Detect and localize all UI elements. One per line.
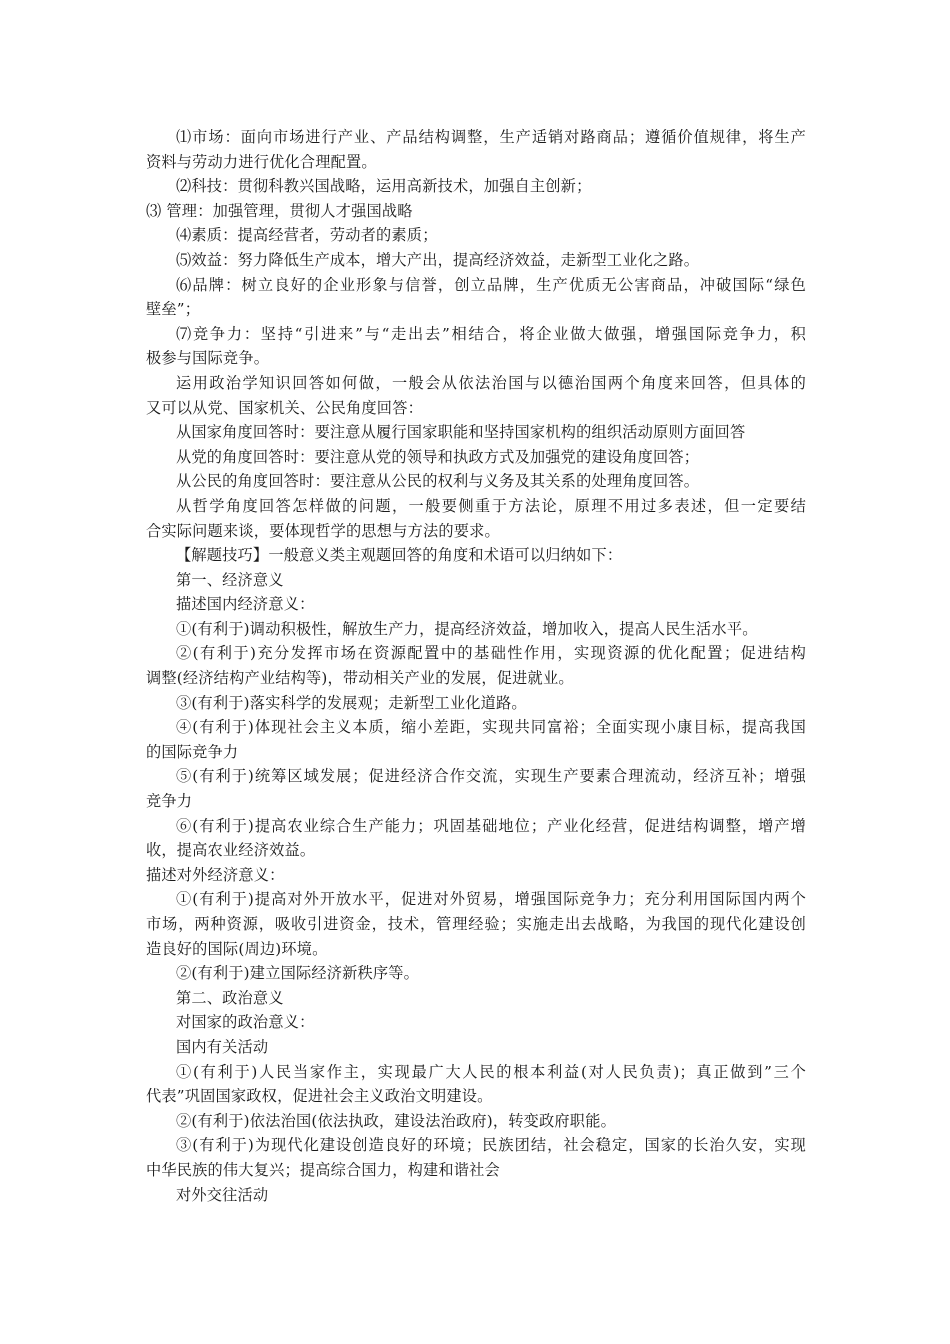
text-line: 中华民族的伟大复兴；提高综合国力，构建和谐社会: [146, 1160, 500, 1179]
text-line: 合实际问题来谈，要体现哲学的思想与方法的要求。: [146, 521, 500, 540]
text-line: ③(有利于)为现代化建设创造良好的环境；民族团结，社会稳定，国家的长治久安，实现: [176, 1136, 806, 1155]
text-line: 国内有关活动: [176, 1037, 269, 1056]
text-line: ⑤(有利于)统筹区域发展；促进经济合作交流，实现生产要素合理流动，经济互补；增强: [176, 767, 806, 786]
text-line: 运用政治学知识回答如何做，一般会从依法治国与以德治国两个角度来回答，但具体的: [176, 373, 806, 392]
text-line: ⑴市场：面向市场进行产业、产品结构调整，生产适销对路商品；遵循价值规律，将生产: [176, 128, 806, 146]
text-line: 第一、经济意义: [176, 570, 284, 589]
text-line: ④(有利于)体现社会主义本质，缩小差距，实现共同富裕；全面实现小康目标，提高我国: [176, 718, 806, 737]
text-line: ⑹品牌：树立良好的企业形象与信誉，创立品牌，生产优质无公害商品，冲破国际“绿色: [176, 275, 806, 294]
text-line: 的国际竞争力: [146, 742, 239, 761]
text-line: 对国家的政治意义：: [176, 1013, 315, 1032]
text-line: 描述国内经济意义：: [176, 595, 315, 614]
text-line: 对外交往活动: [176, 1185, 269, 1204]
text-line: 第二、政治意义: [176, 988, 284, 1007]
text-line: 造良好的国际(周边)环境。: [146, 939, 328, 958]
text-line: ⑸效益：努力降低生产成本，增大产出，提高经济效益，走新型工业化之路。: [176, 250, 700, 269]
text-line: 代表”巩固国家政权，促进社会主义政治文明建设。: [146, 1087, 493, 1106]
text-line: ②(有利于)依法治国(依法执政，建设法治政府)，转变政府职能。: [176, 1111, 616, 1130]
text-line: 市场，两种资源，吸收引进资金，技术，管理经验；实施走出去战略，为我国的现代化建设创: [146, 915, 806, 933]
text-line: 又可以从党、国家机关、公民角度回答：: [146, 398, 423, 417]
text-line: 描述对外经济意义：: [146, 865, 285, 884]
text-line: ⑥(有利于)提高农业综合生产能力；巩固基础地位；产业化经营，促进结构调整，增产增: [176, 816, 806, 835]
text-line: ⑷素质：提高经营者，劳动者的素质；: [176, 226, 438, 245]
text-line: 资料与劳动力进行优化合理配置。: [146, 152, 377, 171]
text-line: ①(有利于)人民当家作主，实现最广大人民的根本利益(对人民负责)；真正做到”三个: [176, 1062, 806, 1081]
text-line: 壁垒”；: [146, 300, 201, 319]
text-line: 收，提高农业经济效益。: [146, 841, 316, 860]
text-line: 从党的角度回答时：要注意从党的领导和执政方式及加强党的建设角度回答；: [176, 447, 700, 466]
text-line: 从国家角度回答时：要注意从履行国家职能和坚持国家机构的组织活动原则方面回答: [176, 423, 746, 442]
text-line: 调整(经济结构产业结构等)，带动相关产业的发展，促进就业。: [146, 669, 574, 688]
text-line: ⑵科技：贯彻科教兴国战略，运用高新技术，加强自主创新；: [176, 177, 592, 196]
text-line: 从哲学角度回答怎样做的问题，一般要侧重于方法论，原理不用过多表述，但一定要结: [176, 496, 806, 515]
text-line: ②(有利于)建立国际经济新秩序等。: [176, 964, 420, 983]
text-line: 竞争力: [146, 792, 193, 811]
text-line: 极参与国际竞争。: [146, 349, 270, 368]
text-line: ③(有利于)落实科学的发展观；走新型工业化道路。: [176, 693, 527, 712]
text-line: ⑺竞争力：坚持“引进来”与“走出去”相结合，将企业做大做强，增强国际竞争力，积: [176, 324, 806, 343]
text-line: 从公民的角度回答时：要注意从公民的权利与义务及其关系的处理角度回答。: [176, 472, 700, 491]
text-line: 【解题技巧】一般意义类主观题回答的角度和术语可以归纳如下：: [176, 546, 623, 565]
text-line: ②(有利于)充分发挥市场在资源配置中的基础性作用，实现资源的优化配置；促进结构: [176, 644, 806, 663]
text-line: ⑶ 管理：加强管理，贯彻人才强国战略: [146, 201, 413, 220]
document-body: [146, 125, 806, 1207]
text-line: ①(有利于)调动积极性，解放生产力，提高经济效益，增加收入，提高人民生活水平。: [176, 619, 758, 638]
text-line: ①(有利于)提高对外开放水平，促进对外贸易，增强国际竞争力；充分利用国际国内两个: [176, 890, 806, 909]
